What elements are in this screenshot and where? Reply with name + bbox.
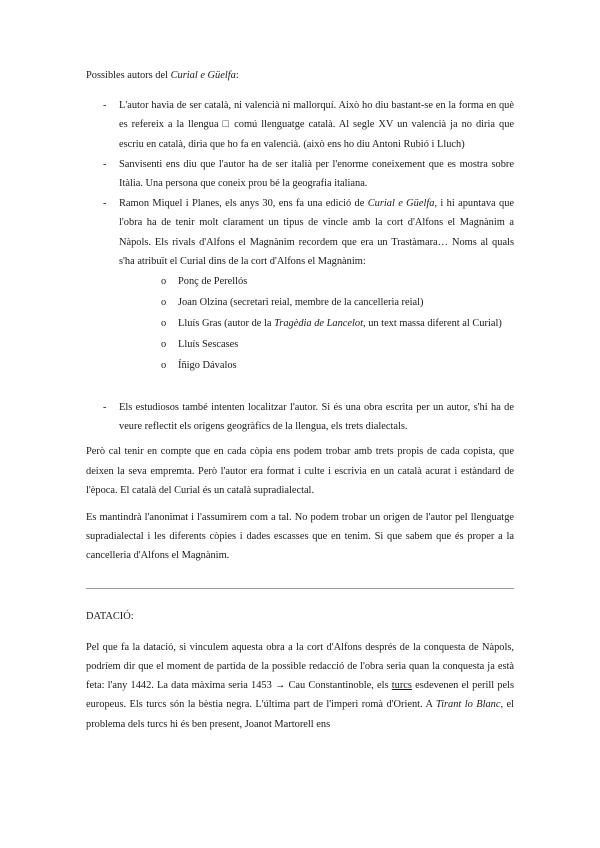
- spacer: [119, 376, 514, 397]
- authors-list: [86, 96, 514, 436]
- paragraph: Pel que fa la datació, si vinculem aquesta obra a la cort d'Alfons després de la conquesta de Nàpols, podríem dir que el moment de partida de la possible redacció de l'obra seria quan la conquesta ja està feta: l'any 1442. La data màxima seria 1453 → Cau Constantinoble, els turcs esdevenen el perill pels europeus. Els turcs són la bèstia negra. L'última part de l'imperi romà d'Orient. A Tirant lo Blanc, el problema dels turcs hi és ben present, Joanot Martorell ens: [86, 641, 514, 730]
- bullet-marker: o: [161, 297, 167, 309]
- candidate-names-list: [119, 271, 514, 376]
- sub-list-item: o Joan Olzina (secretari reial, membre de la cancelleria reial): [161, 292, 514, 313]
- list-item: - L'autor havia de ser català, ni valencià ni mallorquí. Això ho diu bastant-se en la forma en què es refereix a la llengua □ comú llenguatge català. Al segle XV un valencià ja no diria que escriu en català, diria que ho fa en valencià. (això ens ho diu Antoni Rubió i Lluch): [86, 96, 514, 154]
- dash-marker: -: [103, 402, 107, 414]
- dash-marker: -: [103, 198, 107, 210]
- intro-line: Possibles autors del Curial e Güelfa:: [86, 70, 239, 81]
- list-item: - Ramon Miquel i Planes, els anys 30, ens fa una edició de Curial e Güelfa, i hi apuntava que l'obra ha de tenir molt clarament un tipus de vincle amb la cort d'Alfons el Magnànim a Nàpols. Els rivals d'Alfons el Magnànim recordem que era un Trastàmara… Noms al quals s'ha atribuït el Curial dins de la cort d'Alfons el Magnànim: o Ponç de Perellós o Joan Olzina (secretari reial, membre de la cancelleria reial) o Lluís Gras (autor de la Tragèdia de Lancelot, un text massa diferent al Curial) o Lluís Sescases o Íñigo Dávalos: [86, 194, 514, 397]
- sub-list-item: o Íñigo Dávalos: [161, 355, 514, 376]
- work-title: Tirant lo Blanc: [435, 699, 501, 711]
- paragraph: Es mantindrà l'anonimat i l'assumirem com a tal. No podem trobar un origen de l'autor pel llenguatge supradialectal i les diferents còpies i dades escasses que en tenim. Si que sabem que és proper a la cancelleria d'Alfons el Magnànim.: [86, 512, 514, 562]
- work-title: Curial e Güelfa: [170, 70, 236, 81]
- bullet-marker: o: [161, 339, 167, 351]
- work-title: Curial e Güelfa: [367, 198, 435, 210]
- bullet-marker: o: [161, 276, 167, 288]
- work-title: Tragèdia de Lancelot: [274, 318, 363, 330]
- bullet-marker: o: [161, 360, 167, 372]
- list-item: - Sanvisenti ens diu que l'autor ha de ser italià per l'enorme coneixement que es mostra sobre Itàlia. Una persona que coneix prou bé la geografia italiana.: [86, 155, 514, 193]
- bullet-marker: o: [161, 318, 167, 330]
- section-divider: [86, 588, 514, 589]
- dash-marker: -: [103, 100, 107, 112]
- list-item: - Els estudiosos també intenten localitzar l'autor. Si és una obra escrita per un autor, s'hi ha de veure reflectit els orígens geogràfics de la llengua, els trets dialectals.: [86, 398, 514, 436]
- section-heading: DATACIÓ:: [86, 610, 134, 622]
- sub-list-item: o Lluís Gras (autor de la Tragèdia de Lancelot, un text massa diferent al Curial): [161, 313, 514, 334]
- sub-list-item: o Lluís Sescases: [161, 334, 514, 355]
- underlined-word: turcs: [391, 680, 412, 692]
- sub-list-item: o Ponç de Perellós: [161, 271, 514, 292]
- paragraph: Però cal tenir en compte que en cada còpia ens podem trobar amb trets propis de cada copista, que deixen la seva empremta. Però l'autor era format i culte i escrivia en un català acurat i estàndard de l'època. El català del Curial és un català supradialectal.: [86, 446, 514, 496]
- dash-marker: -: [103, 158, 107, 170]
